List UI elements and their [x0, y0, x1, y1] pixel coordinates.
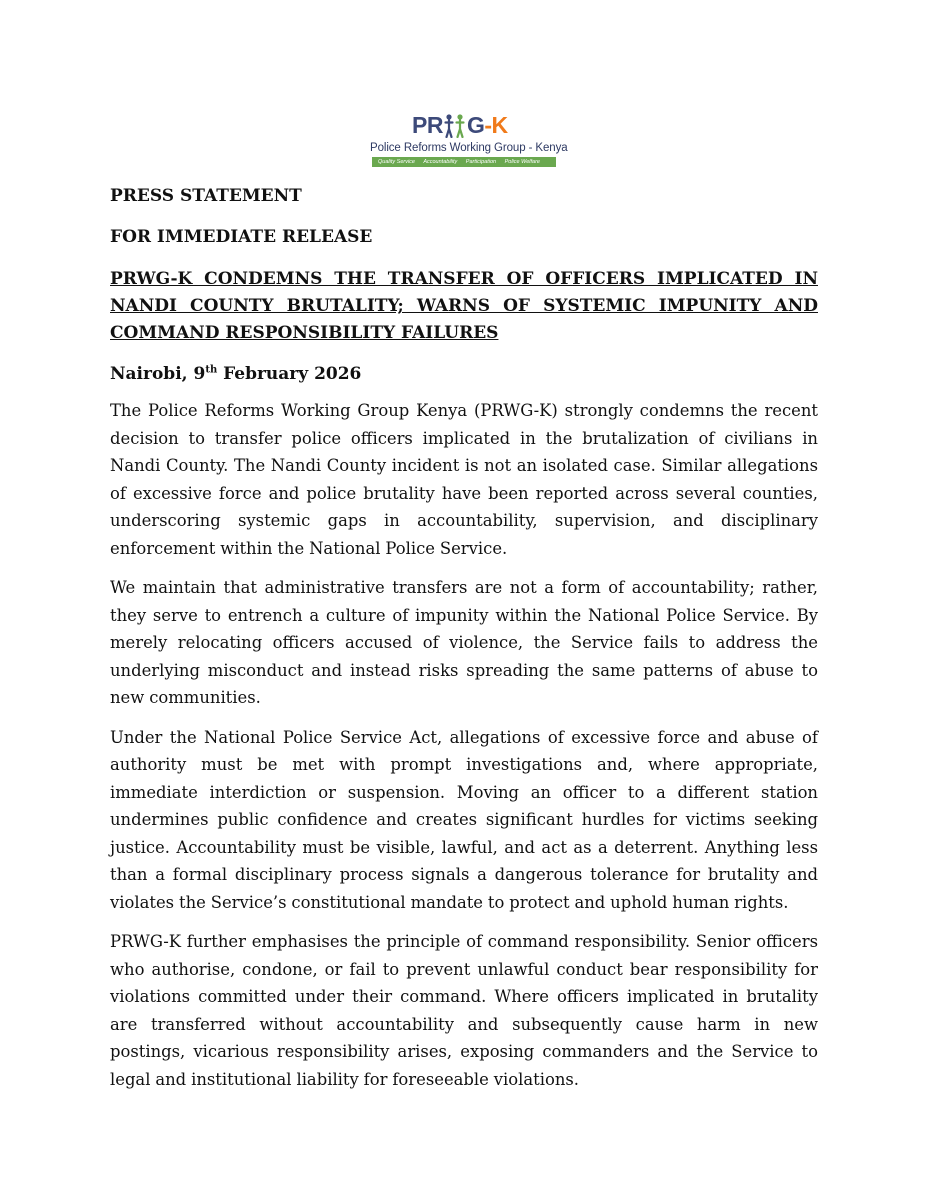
logo-mark-left: PR — [412, 112, 443, 138]
dateline-place-day: Nairobi, 9 — [110, 364, 206, 384]
release-label: FOR IMMEDIATE RELEASE — [110, 227, 373, 247]
logo-tagline-bar — [372, 157, 556, 167]
body-paragraph: The Police Reforms Working Group Kenya (PRWG-K) strongly condemns the recent decision to transfer police officers implicated in the brutalization of civilians in Nandi County. The Nandi County incident is not an isolated case. Similar allegations of excessive force and police brutality have been reported across several counties, underscoring systemic gaps in accountability, supervision, and disciplinary enforcement within the National Police Service. — [110, 401, 818, 558]
body-paragraph: PRWG-K further emphasises the principle of command responsibility. Senior officers who authorise, condone, or fail to prevent unlawful conduct bear responsibility for violations committed under their command. Where officers implicated in brutality are transferred without accountability and subsequently cause harm in new postings, vicarious responsibility arises, exposing commanders and the Service to legal and institutional liability for foreseeable violations. — [110, 932, 818, 1089]
statement-headline: PRWG-K CONDEMNS THE TRANSFER OF OFFICERS IMPLICATED IN NANDI COUNTY BRUTALITY; WARNS OF SYSTEMIC IMPUNITY AND COMMAND RESPONSIBILITY FAILURES — [110, 269, 818, 343]
body-paragraph: We maintain that administrative transfers are not a form of accountability; rather, they serve to entrench a culture of impunity within the National Police Service. By merely relocating officers accused of violence, the Service fails to address the underlying misconduct and instead risks spreading the same patterns of abuse to new communities. — [110, 578, 818, 707]
logo-tagline-item: Quality Service — [378, 159, 415, 165]
logo-tagline-item: Participation — [465, 159, 497, 165]
logo-org-name: Police Reforms Working Group - Kenya — [370, 142, 568, 154]
prwgk-logo — [370, 112, 568, 168]
body-paragraph: Under the National Police Service Act, allegations of excessive force and abuse of authority must be met with prompt investigations and, where appropriate, immediate interdiction or suspension. Moving an officer to a different station undermines public confidence and creates significant hurdles for victims seeking justice. Accountability must be visible, lawful, and act as a deterrent. Anything less than a formal disciplinary process signals a dangerous tolerance for brutality and violates the Service’s constitutional mandate to protect and uphold human rights. — [110, 727, 818, 912]
dateline — [110, 362, 818, 386]
logo-wordmark — [412, 112, 508, 138]
logo-mark-mid: G — [466, 112, 485, 138]
people-figures-icon — [444, 112, 466, 138]
statement-type: PRESS STATEMENT — [110, 186, 302, 206]
logo-mark-dash: - — [484, 112, 492, 138]
logo-mark-right: K — [491, 112, 508, 138]
statement-content — [110, 184, 818, 1105]
logo-tagline-item: Police Welfare — [504, 159, 540, 165]
logo-tagline-item: Accountability — [423, 159, 458, 165]
dateline-month-year: February 2026 — [217, 364, 362, 384]
dateline-ordinal: th — [205, 364, 218, 376]
